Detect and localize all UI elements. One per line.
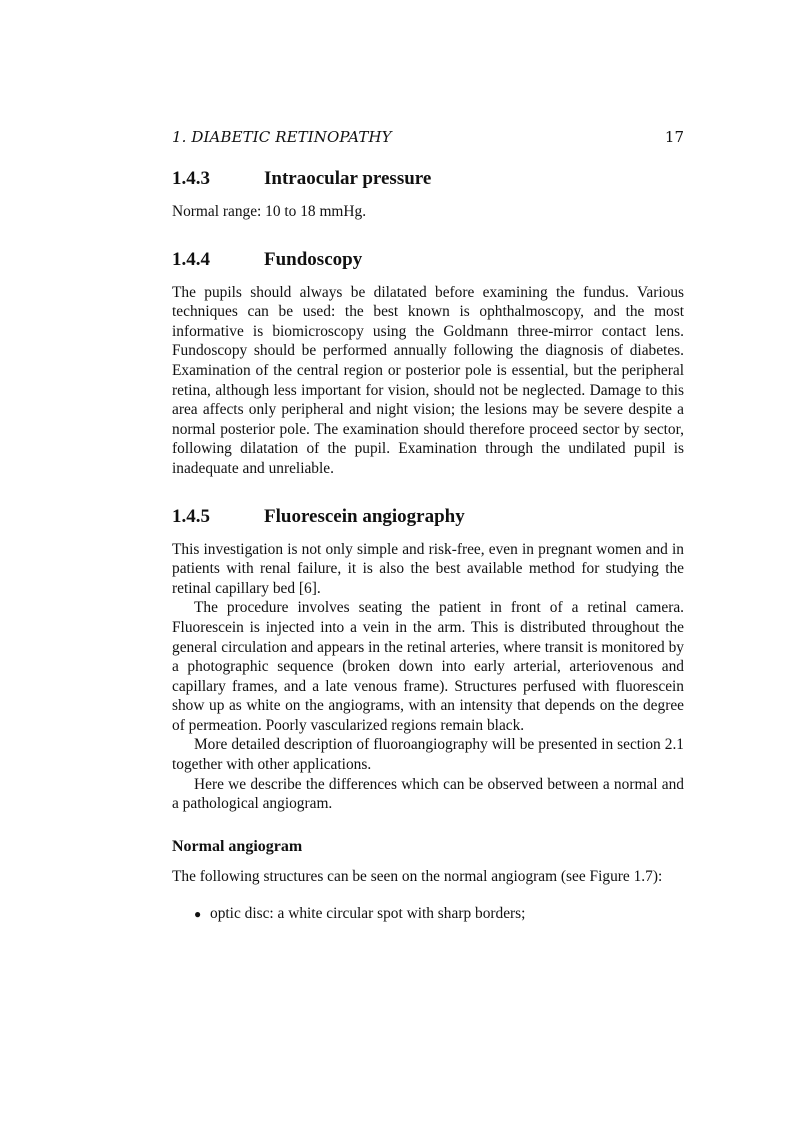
paragraph: Here we describe the differences which can be observed between a normal and a pathological angiogram. [172,775,684,813]
page-number: 17 [664,128,684,146]
paragraph: More detailed description of fluoroangiography will be presented in section 2.1 together with other applications. [172,736,684,774]
section-title: Fluorescein angiography [264,505,465,527]
paragraph: Normal range: 10 to 18 mmHg. [172,203,367,220]
running-head-chapter: 1. DIABETIC RETINOPATHY [172,128,392,146]
section-fluorescein-angiography [172,505,684,926]
bullet-list [172,904,684,925]
section-heading [172,167,684,191]
section-number: 1.4.3 [172,168,210,189]
section-title: Fundoscopy [264,248,363,270]
paragraph: This investigation is not only simple and risk-free, even in pregnant women and in patients with renal failure, it is also the best available method for studying the retinal capillary bed [6]. [172,540,684,597]
section-title: Intraocular pressure [264,168,432,189]
section-heading [172,248,684,272]
bullet-icon: ● [194,907,202,922]
section-number: 1.4.5 [172,505,210,527]
section-heading [172,505,684,529]
paragraph: The pupils should always be dilatated before examining the fundus. Various techniques can be used: the best known is ophthalmoscopy, and the most informative is biomicroscopy using the Goldmann three-mirror contact lens. Fundoscopy should be performed annually following the diagnosis of diabetes. Examination of the central region or posterior pole is essential, but the peripheral retina, although less important for vision, should not be neglected. Damage to this area affects only peripheral and night vision; the lesions may be severe despite a normal posterior pole. The examination should therefore proceed sector by sector, following dilatation of the pupil. Examination through the undilated pupil is inadequate and unreliable. [172,283,684,477]
paragraph: The procedure involves seating the patient in front of a retinal camera. Fluorescein is injected into a vein in the arm. This is distributed throughout the general circulation and appears in the retinal arteries, where transit is monitored by a photographic sequence (broken down into early arterial, arteriovenous and capillary frames, and a late venous frame). Structures perfused with fluorescein show up as white on the angiograms, with an intensity that depends on the degree of permeation. Poorly vascularized regions remain black. [172,599,684,734]
subsection-heading: Normal angiogram [172,837,303,855]
running-head [172,127,684,147]
paragraph: The following structures can be seen on the normal angiogram (see Figure 1.7): [172,867,663,885]
list-item-text: optic disc: a white circular spot with sharp borders; [210,905,526,923]
list-item [194,904,684,925]
section-intraocular-pressure [172,167,684,222]
page [172,127,684,925]
section-number: 1.4.4 [172,248,210,270]
section-fundoscopy [172,248,684,479]
